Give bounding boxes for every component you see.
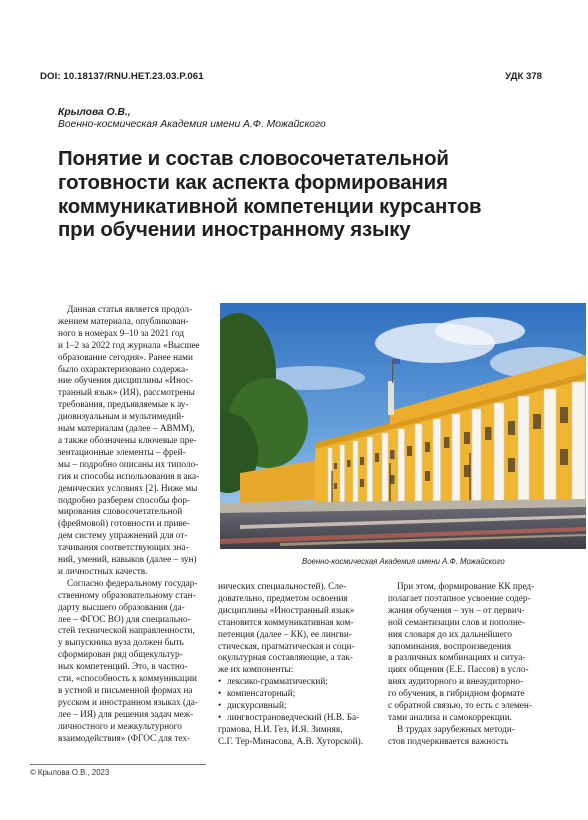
text-line: дем систему упражнений для от- xyxy=(58,531,188,542)
text-line: личностного и межкультурного xyxy=(58,721,182,732)
text-line: Согласно федеральному государ- xyxy=(67,578,198,589)
footer-divider xyxy=(30,764,206,765)
text-line: ного в номерах 9–10 за 2021 год xyxy=(58,328,185,339)
doi-label: DOI: 10.18137/RNU.HET.23.03.P.061 xyxy=(40,71,204,82)
text-line: сформирован ряд общекультур- xyxy=(58,650,183,661)
text-line: нических специальностей). Сле- xyxy=(218,582,347,592)
text-line: запоминания, воспроизведения xyxy=(388,641,512,652)
title-line: готовности как аспекта формирования xyxy=(58,171,448,194)
title-line: коммуникативной компетенции курсантов xyxy=(58,195,482,218)
body-column-2 xyxy=(218,582,378,749)
text-line: С.Г. Тер-Минасова, А.В. Хуторской). xyxy=(218,736,364,747)
text-line: у выпускника вуза должен быть xyxy=(58,638,184,649)
text-line: в устной и письменной формах на xyxy=(58,686,193,696)
text-line: стов подчеркивается важность xyxy=(388,736,509,747)
text-line: ных компетенций. Это, в частно- xyxy=(58,662,188,673)
text-line: окультурная составляющие, а так- xyxy=(218,653,353,664)
text-line: зентационные элементы – фрей- xyxy=(58,447,186,458)
academy-building-photo xyxy=(220,303,586,549)
text-line: демических условиях [2]. Ниже мы xyxy=(58,483,198,494)
body-column-1 xyxy=(58,305,216,746)
bullet-text: лексико-грамматический; xyxy=(227,677,328,688)
text-line: петенция (далее – КК), ее лингви- xyxy=(218,629,352,640)
text-line: ние обучения дисциплины «Инос- xyxy=(58,376,194,387)
text-line: и 1–2 за 2022 год журнала «Высшее xyxy=(58,340,200,351)
text-line: было охарактеризовано содержа- xyxy=(58,364,189,375)
text-line: лее – ИЯ) для решения задач меж- xyxy=(58,709,194,720)
text-line: При этом, формирование КК пред- xyxy=(397,582,535,592)
text-line: ным материалам (далее – АВММ), xyxy=(58,424,195,435)
text-line: транный язык» (ИЯ), рассмотрены xyxy=(58,388,195,399)
copyright-note: © Крылова О.В., 2023 xyxy=(30,768,110,777)
text-line: с обратной связью, то есть с элемен- xyxy=(388,701,532,712)
text-line: диовизуальным и мультимедий- xyxy=(58,412,185,423)
bullet-text: дискурсивный; xyxy=(227,701,287,712)
text-line: и личностных качеств. xyxy=(58,566,148,577)
text-line: сти, «способность к коммуникации xyxy=(58,674,198,685)
text-line: Данная статья является продол- xyxy=(67,305,193,315)
text-line: грамова, Н.И. Гез, И.Я. Зимняя, xyxy=(218,724,343,735)
text-line: становится коммуникативная ком- xyxy=(218,617,354,628)
bullet-item: • компенсаторный; xyxy=(218,689,296,700)
text-line: тачивания соответствующих зна- xyxy=(58,543,189,554)
text-line: тами анализа и самокоррекции. xyxy=(388,712,512,723)
text-line: довательно, предметом освоения xyxy=(218,593,348,604)
text-line: русском и иностранном языках (да- xyxy=(58,697,198,708)
text-line: циях общения (Е.Е. Пассов) в усло- xyxy=(388,665,529,676)
title-line: Понятие и состав словосочетательной xyxy=(58,148,449,170)
text-line: гия и способы использования в ака- xyxy=(58,471,200,482)
text-line: го обучения, в гибридном формате xyxy=(388,689,525,700)
text-line: требования, предъявляемые к ау- xyxy=(58,400,189,411)
text-line: мы – подробно описаны их типоло- xyxy=(58,459,199,470)
text-line: же их компоненты: xyxy=(218,665,294,676)
photo-caption: Военно-космическая Академия имени А.Ф. Можайского xyxy=(302,557,505,566)
text-line: (фреймовой) готовности и приве- xyxy=(58,519,190,530)
bullet-text: лингвострановедческий (Н.В. Ба- xyxy=(227,712,360,723)
author-name: Крылова О.В., xyxy=(58,107,131,118)
text-line: мирования словосочетательной xyxy=(58,507,183,518)
text-line: В трудах зарубежных методи- xyxy=(397,724,515,735)
bullet-item: • дискурсивный; xyxy=(218,701,287,712)
text-line: дисциплины «Иностранный язык» xyxy=(218,605,355,616)
bullet-item: • лексико-грамматический; xyxy=(218,677,328,688)
text-line: взаимодействия» (ФГОС для тех- xyxy=(58,733,191,744)
text-line: жания обучения – зун – от первич- xyxy=(388,605,525,616)
article-title xyxy=(58,148,528,243)
title-line: при обучении иностранному языку xyxy=(58,219,411,242)
text-line: а также обозначены ключевые пре- xyxy=(58,435,197,446)
text-line: стическая, прагматическая и соци- xyxy=(218,641,355,652)
text-line: образование сегодня». Ранее нами xyxy=(58,352,193,363)
text-line: полагает поэтапное усвоение содер- xyxy=(388,593,531,604)
author-affiliation: Военно-космическая Академия имени А.Ф. Можайского xyxy=(58,119,326,130)
text-line: лее – ФГОС ВО) для специально- xyxy=(58,614,191,625)
bullet-text: компенсаторный; xyxy=(227,689,296,700)
text-line: жением материала, опубликован- xyxy=(58,316,189,327)
text-line: ний, умений, навыков (далее – зун) xyxy=(58,555,197,566)
udk-label: УДК 378 xyxy=(505,71,542,82)
text-line: в различных комбинациях и ситуа- xyxy=(388,653,526,664)
text-line: стей технической направленности, xyxy=(58,626,195,637)
text-line: дарту высшего образования (да- xyxy=(58,602,185,613)
text-line: ной семантизации слов и пополне- xyxy=(388,617,525,628)
text-line: подробно разберем способы фор- xyxy=(58,495,191,506)
text-line: виях аудиторного и внеаудиторно- xyxy=(388,677,524,688)
body-column-3 xyxy=(388,582,558,749)
text-line: ния словаря до их дальнейшего xyxy=(388,629,513,640)
bullet-item: • лингвострановедческий (Н.В. Ба- xyxy=(218,712,360,723)
text-line: ственному образовательному стан- xyxy=(58,590,196,601)
